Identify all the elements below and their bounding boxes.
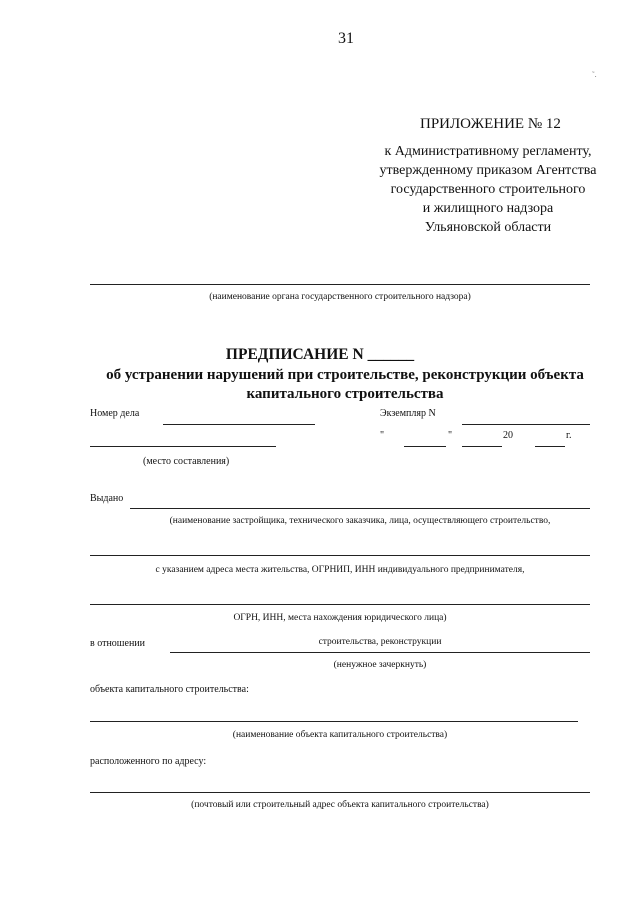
ogrn-line [90,604,590,605]
case-number-label: Номер дела [90,408,140,419]
date-year-suffix: г. [566,430,572,441]
case-number-line [163,424,315,425]
object-name-caption: (наименование объекта капитального строительства) [232,730,448,740]
object-label: объекта капитального строительства: [90,684,249,695]
copy-line [462,424,590,425]
located-label: расположенного по адресу: [90,756,207,767]
developer-caption: (наименование застройщика, технического заказчика, лица, осуществляющего строительство, [169,516,551,526]
date-quote-open: " [380,430,385,441]
copy-label: Экземпляр N [380,408,436,419]
appendix-line: утвержденному приказом Агентства [379,163,597,178]
appendix-line: к Административному регламенту, [384,144,592,159]
appendix-title: ПРИЛОЖЕНИЕ № 12 [420,116,561,132]
document-title: ПРЕДПИСАНИЕ N ______ [225,346,415,363]
ogrn-caption: ОГРН, ИНН, места нахождения юридического лица) [233,613,447,623]
object-line [90,721,578,722]
appendix-line: Ульяновской области [424,220,552,235]
address-line [90,555,590,556]
date-month-line [462,446,502,447]
appendix-line: государственного строительного [390,182,586,197]
regarding-label: в отношении [90,638,146,649]
appendix-subtitle [360,142,616,237]
appendix-line: и жилищного надзора [422,201,554,216]
date-day-line [404,446,446,447]
postal-caption: (почтовый или строительный адрес объекта капитального строительства) [191,800,489,810]
document-subtitle: об устранении нарушений при строительстве, реконструкции объекта капитального строительства [106,367,584,402]
date-year-line [535,446,565,447]
date-quote-close: " [448,430,453,441]
construction-options: строительства, реконструкции [318,637,442,647]
page-number: 31 [338,30,354,47]
issued-label: Выдано [90,493,124,504]
place-caption: (место составления) [143,456,230,467]
date-year-prefix: 20 [503,430,513,441]
unneeded-caption: (ненужное зачеркнуть) [333,660,427,670]
postal-line [90,792,590,793]
scan-mark: ˜. [592,70,597,79]
regarding-line [170,652,590,653]
place-line [90,446,276,447]
authority-line [90,284,590,285]
issued-line [130,508,590,509]
address-ip-caption: с указанием адреса места жительства, ОГРНИП, ИНН индивидуального предпринимателя, [155,565,525,575]
authority-caption: (наименование органа государственного строительного надзора) [209,292,471,302]
